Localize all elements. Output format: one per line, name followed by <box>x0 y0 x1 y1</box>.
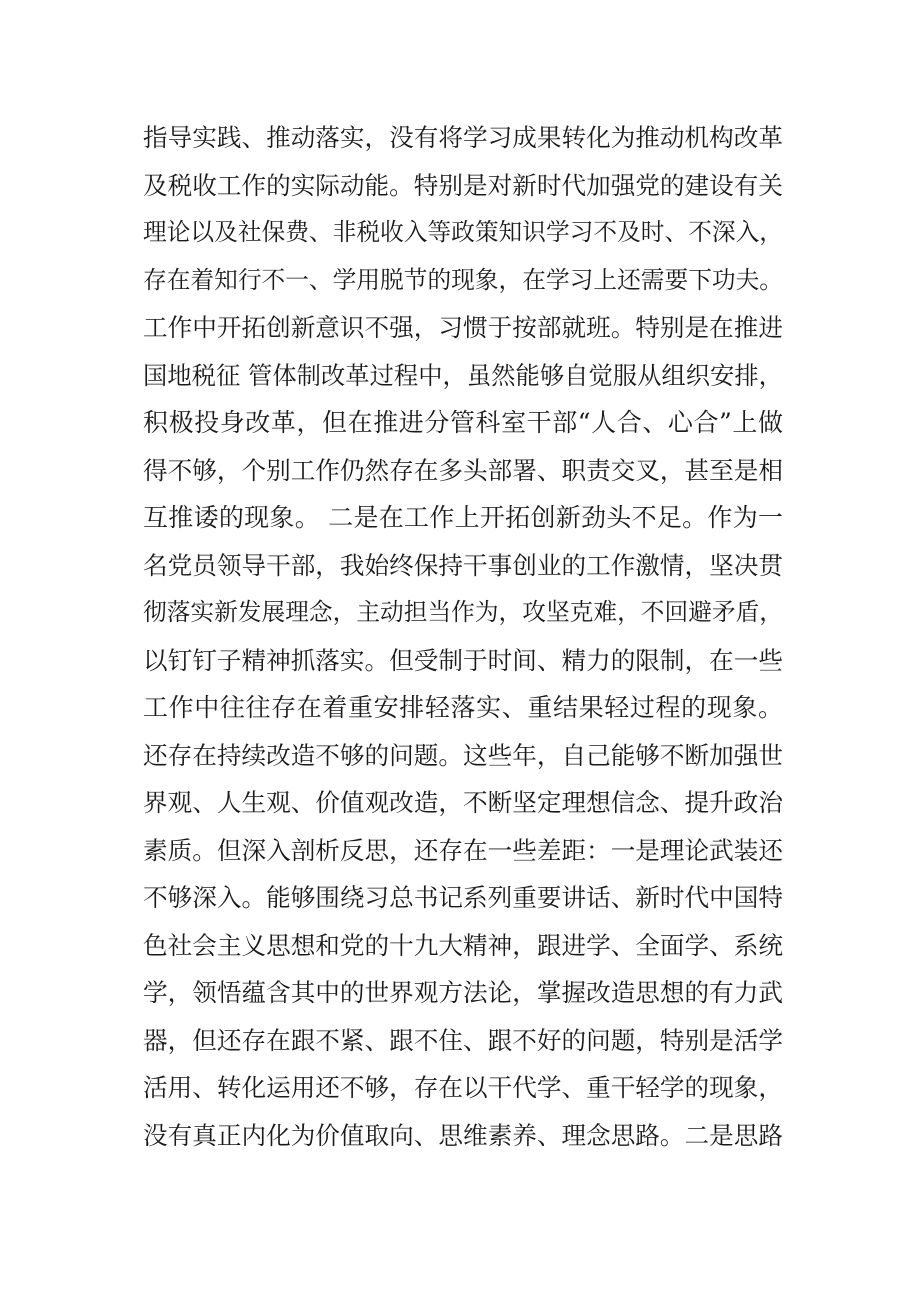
body-text <box>143 114 783 1159</box>
text-line: 理论以及社保费、非税收入等政策知识学习不及时、不深入， <box>143 218 783 246</box>
text-line: 工作中开拓创新意识不强，习惯于按部就班。特别是在推进 <box>143 313 783 342</box>
text-line: 国地税征 管体制改革过程中，虽然能够自觉服从组织安排， <box>143 360 783 390</box>
text-line: 互推诿的现象。 二是在工作上开拓创新劲头不足。作为一 <box>143 503 783 532</box>
text-line: 指导实践、推动落实，没有将学习成果转化为推动机构改革 <box>143 123 783 152</box>
text-line: 以钉钉子精神抓落实。但受制于时间、精力的限制，在一些 <box>143 645 783 675</box>
text-line: 得不够，个别工作仍然存在多头部署、职责交叉，甚至是相 <box>143 455 783 485</box>
text-line: 名党员领导干部，我始终保持干事创业的工作激情，坚决贯 <box>143 550 783 580</box>
text-line: 色社会主义思想和党的十九大精神，跟进学、全面学、系统 <box>143 930 783 960</box>
text-line: 彻落实新发展理念，主动担当作为，攻坚克难，不回避矛盾， <box>143 598 783 626</box>
text-line: 还存在持续改造不够的问题。这些年，自己能够不断加强世 <box>143 740 783 770</box>
text-line: 素质。但深入剖析反思，还存在一些差距：一是理论武装还 <box>143 835 783 865</box>
text-line: 不够深入。能够围绕习总书记系列重要讲话、新时代中国特 <box>143 883 783 912</box>
text-line: 器，但还存在跟不紧、跟不住、跟不好的问题，特别是活学 <box>143 1025 783 1055</box>
text-line: 活用、转化运用还不够，存在以干代学、重干轻学的现象， <box>143 1073 783 1102</box>
text-line: 存在着知行不一、学用脱节的现象，在学习上还需要下功夫。 <box>143 265 783 294</box>
text-line: 及税收工作的实际动能。特别是对新时代加强党的建设有关 <box>143 170 783 200</box>
text-line: 积极投身改革，但在推进分管科室干部“人合、心合”上做 <box>143 408 783 437</box>
text-line: 学，领悟蕴含其中的世界观方法论，掌握改造思想的有力武 <box>143 978 783 1007</box>
text-line: 没有真正内化为价值取向、思维素养、理念思路。二是思路 <box>143 1120 783 1150</box>
text-line: 界观、人生观、价值观改造，不断坚定理想信念、提升政治 <box>143 788 783 817</box>
text-line: 工作中往往存在着重安排轻落实、重结果轻过程的现象。 <box>143 693 783 722</box>
